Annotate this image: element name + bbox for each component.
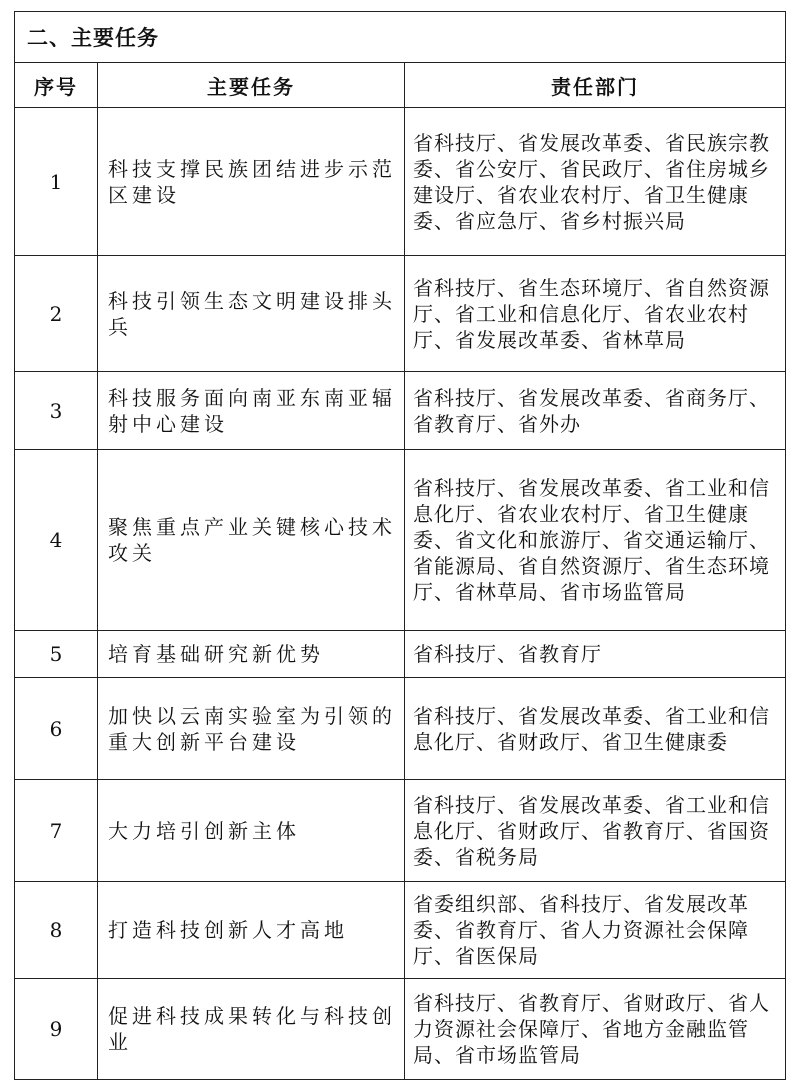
task-name: 科技服务面向南亚东南亚辐射中心建设 <box>98 372 405 450</box>
table-row <box>15 631 786 678</box>
task-table <box>14 11 786 1080</box>
header-task: 主要任务 <box>98 63 405 108</box>
task-name: 聚焦重点产业关键核心技术攻关 <box>98 450 405 631</box>
responsible-departments: 省科技厅、省发展改革委、省工业和信息化厅、省农业农村厅、省卫生健康委、省文化和旅游厅、省交通运输厅、省能源局、省自然资源厅、省生态环境厅、省林草局、省市场监管局 <box>405 450 786 631</box>
task-name: 科技引领生态文明建设排头兵 <box>98 256 405 372</box>
table-header-row <box>15 63 786 108</box>
responsible-departments: 省科技厅、省教育厅、省财政厅、省人力资源社会保障厅、省地方金融监管局、省市场监管局 <box>405 979 786 1080</box>
table-row <box>15 256 786 372</box>
table-row <box>15 450 786 631</box>
row-number: 2 <box>15 256 98 372</box>
table-row <box>15 780 786 882</box>
task-name: 加快以云南实验室为引领的重大创新平台建设 <box>98 678 405 780</box>
header-dept: 责任部门 <box>405 63 786 108</box>
row-number: 1 <box>15 108 98 256</box>
task-name: 培育基础研究新优势 <box>98 631 405 678</box>
responsible-departments: 省科技厅、省发展改革委、省民族宗教委、省公安厅、省民政厅、省住房城乡建设厅、省农业农村厅、省卫生健康委、省应急厅、省乡村振兴局 <box>405 108 786 256</box>
table-row <box>15 108 786 256</box>
table-row <box>15 979 786 1080</box>
responsible-departments: 省科技厅、省教育厅 <box>405 631 786 678</box>
section-title-row <box>15 12 786 63</box>
row-number: 7 <box>15 780 98 882</box>
table-row <box>15 678 786 780</box>
task-name: 促进科技成果转化与科技创业 <box>98 979 405 1080</box>
header-no: 序号 <box>15 63 98 108</box>
row-number: 3 <box>15 372 98 450</box>
responsible-departments: 省科技厅、省发展改革委、省工业和信息化厅、省财政厅、省教育厅、省国资委、省税务局 <box>405 780 786 882</box>
responsible-departments: 省科技厅、省生态环境厅、省自然资源厅、省工业和信息化厅、省农业农村厅、省发展改革委、省林草局 <box>405 256 786 372</box>
task-name: 大力培引创新主体 <box>98 780 405 882</box>
table-row <box>15 882 786 979</box>
responsible-departments: 省科技厅、省发展改革委、省工业和信息化厅、省财政厅、省卫生健康委 <box>405 678 786 780</box>
row-number: 5 <box>15 631 98 678</box>
responsible-departments: 省科技厅、省发展改革委、省商务厅、省教育厅、省外办 <box>405 372 786 450</box>
task-name: 打造科技创新人才高地 <box>98 882 405 979</box>
table-row <box>15 372 786 450</box>
row-number: 8 <box>15 882 98 979</box>
task-name: 科技支撑民族团结进步示范区建设 <box>98 108 405 256</box>
responsible-departments: 省委组织部、省科技厅、省发展改革委、省教育厅、省人力资源社会保障厅、省医保局 <box>405 882 786 979</box>
row-number: 4 <box>15 450 98 631</box>
section-title: 二、主要任务 <box>15 12 786 63</box>
row-number: 9 <box>15 979 98 1080</box>
row-number: 6 <box>15 678 98 780</box>
